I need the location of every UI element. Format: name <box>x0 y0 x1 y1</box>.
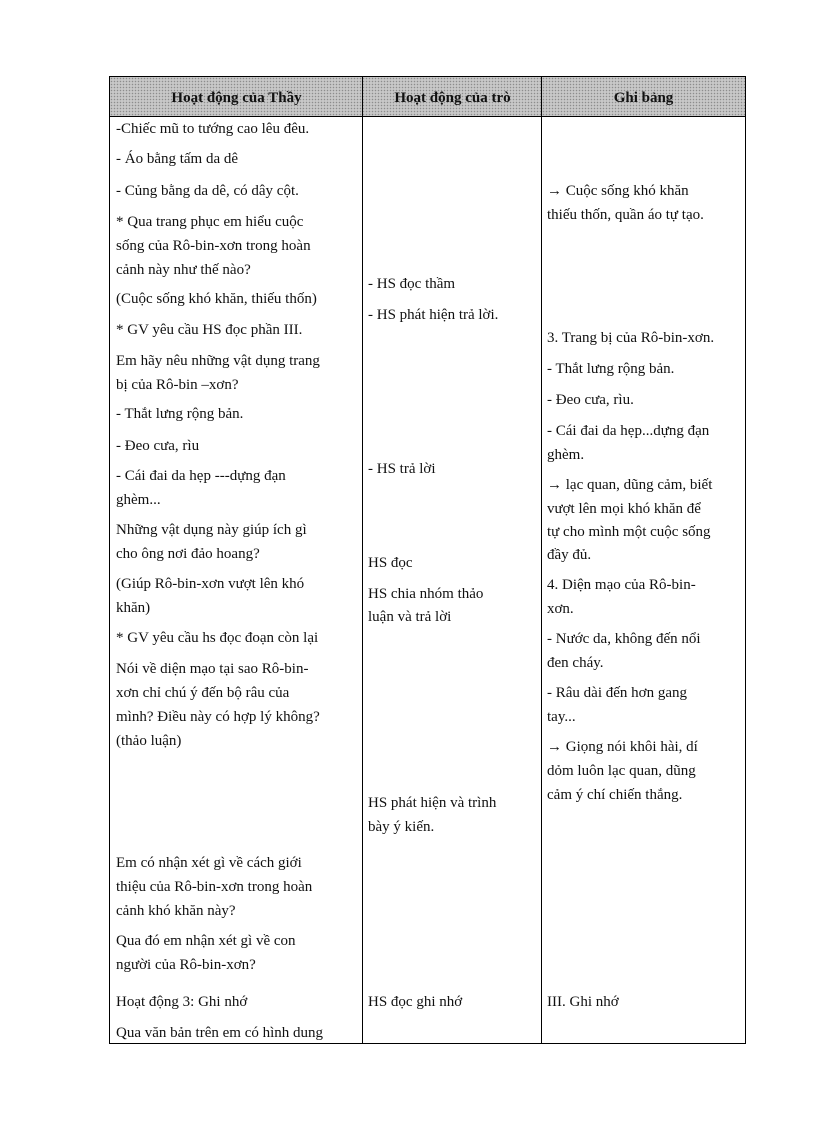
teacher-line: (Cuộc sống khó khăn, thiếu thốn) <box>116 291 317 307</box>
student-line: HS đọc <box>368 555 413 571</box>
board-line: - Cái đai da hẹp...dựng đạn <box>547 423 710 439</box>
board-line: → lạc quan, dũng cảm, biết <box>547 477 713 493</box>
board-line: - Thắt lưng rộng bản. <box>547 361 675 377</box>
teacher-line: sống của Rô-bin-xơn trong hoàn <box>116 238 311 254</box>
teacher-line: - Áo bằng tấm da dê <box>116 151 239 167</box>
board-line: tay... <box>547 709 576 725</box>
teacher-line: Nói về diện mạo tại sao Rô-bin- <box>116 661 309 677</box>
board-line: 3. Trang bị của Rô-bin-xơn. <box>547 330 715 346</box>
board-line: ghèm. <box>547 447 585 463</box>
teacher-line: xơn chỉ chú ý đến bộ râu của <box>116 685 290 701</box>
header-teacher: Hoạt động của Thầy <box>171 90 302 106</box>
teacher-line: (thảo luận) <box>116 733 182 749</box>
teacher-line: -Chiếc mũ to tướng cao lêu đêu. <box>116 121 310 137</box>
teacher-line: bị của Rô-bin –xơn? <box>116 377 239 393</box>
student-line: - HS phát hiện trả lời. <box>368 307 499 323</box>
board-line: đầy đủ. <box>547 547 592 563</box>
board-line: → Cuộc sống khó khăn <box>547 183 689 199</box>
board-line: cảm ý chí chiến thắng. <box>547 787 683 803</box>
board-line: → Giọng nói khôi hài, dí <box>547 739 698 755</box>
teacher-line: Hoạt động 3: Ghi nhớ <box>116 994 248 1010</box>
board-line: - Đeo cưa, rìu. <box>547 392 634 408</box>
teacher-line: cảnh khó khăn này? <box>116 903 236 919</box>
teacher-line: Em có nhận xét gì về cách giới <box>116 855 302 871</box>
teacher-line: - Cái đai da hẹp ---dựng đạn <box>116 468 286 484</box>
teacher-line: - Thắt lưng rộng bản. <box>116 406 244 422</box>
student-line: luận và trả lời <box>368 609 452 625</box>
teacher-line: cảnh này như thế nào? <box>116 262 251 278</box>
lesson-table <box>109 76 746 1044</box>
board-line: thiếu thốn, quần áo tự tạo. <box>547 207 704 223</box>
teacher-line: * GV yêu cầu HS đọc phần III. <box>116 322 303 338</box>
header-board: Ghi bảng <box>613 90 674 106</box>
board-line: đen cháy. <box>547 655 604 671</box>
teacher-line: - Đeo cưa, rìu <box>116 438 200 454</box>
student-line: - HS đọc thầm <box>368 276 456 292</box>
table-header-row <box>110 77 745 117</box>
header-student: Hoạt động của trò <box>394 90 511 106</box>
teacher-line: - Củng bằng da dê, có dây cột. <box>116 183 299 199</box>
teacher-line: Qua đó em nhận xét gì về con <box>116 933 296 949</box>
student-line: HS đọc ghi nhớ <box>368 994 463 1010</box>
teacher-line: * GV yêu cầu hs đọc đoạn còn lại <box>116 630 319 646</box>
student-line: - HS trả lời <box>368 461 436 477</box>
student-line: bày ý kiến. <box>368 819 435 835</box>
teacher-line: Những vật dụng này giúp ích gì <box>116 522 307 538</box>
column-divider <box>541 77 542 1043</box>
board-line: 4. Diện mạo của Rô-bin- <box>547 577 696 593</box>
board-line: tự cho mình một cuộc sống <box>547 524 711 540</box>
student-line: HS chia nhóm thảo <box>368 586 484 602</box>
board-line: vượt lên mọi khó khăn để <box>547 501 701 517</box>
column-divider <box>362 77 363 1043</box>
teacher-line: Em hãy nêu những vật dụng trang <box>116 353 320 369</box>
board-line: xơn. <box>547 601 574 617</box>
board-line: - Nước da, không đến nổi <box>547 631 701 647</box>
teacher-line: (Giúp Rô-bin-xơn vượt lên khó <box>116 576 305 592</box>
teacher-line: * Qua trang phục em hiểu cuộc <box>116 214 304 230</box>
teacher-line: người của Rô-bin-xơn? <box>116 957 256 973</box>
teacher-line: cho ông nơi đảo hoang? <box>116 546 260 562</box>
teacher-line: thiệu của Rô-bin-xơn trong hoàn <box>116 879 313 895</box>
student-line: HS phát hiện và trình <box>368 795 497 811</box>
teacher-line: mình? Điều này có hợp lý không? <box>116 709 320 725</box>
board-line: - Râu dài đến hơn gang <box>547 685 687 701</box>
teacher-line: khăn) <box>116 600 151 616</box>
board-line: dỏm luôn lạc quan, dũng <box>547 763 696 779</box>
board-line: III. Ghi nhớ <box>547 994 619 1010</box>
teacher-line: ghèm... <box>116 492 161 508</box>
teacher-line: Qua văn bản trên em có hình dung <box>116 1025 324 1041</box>
